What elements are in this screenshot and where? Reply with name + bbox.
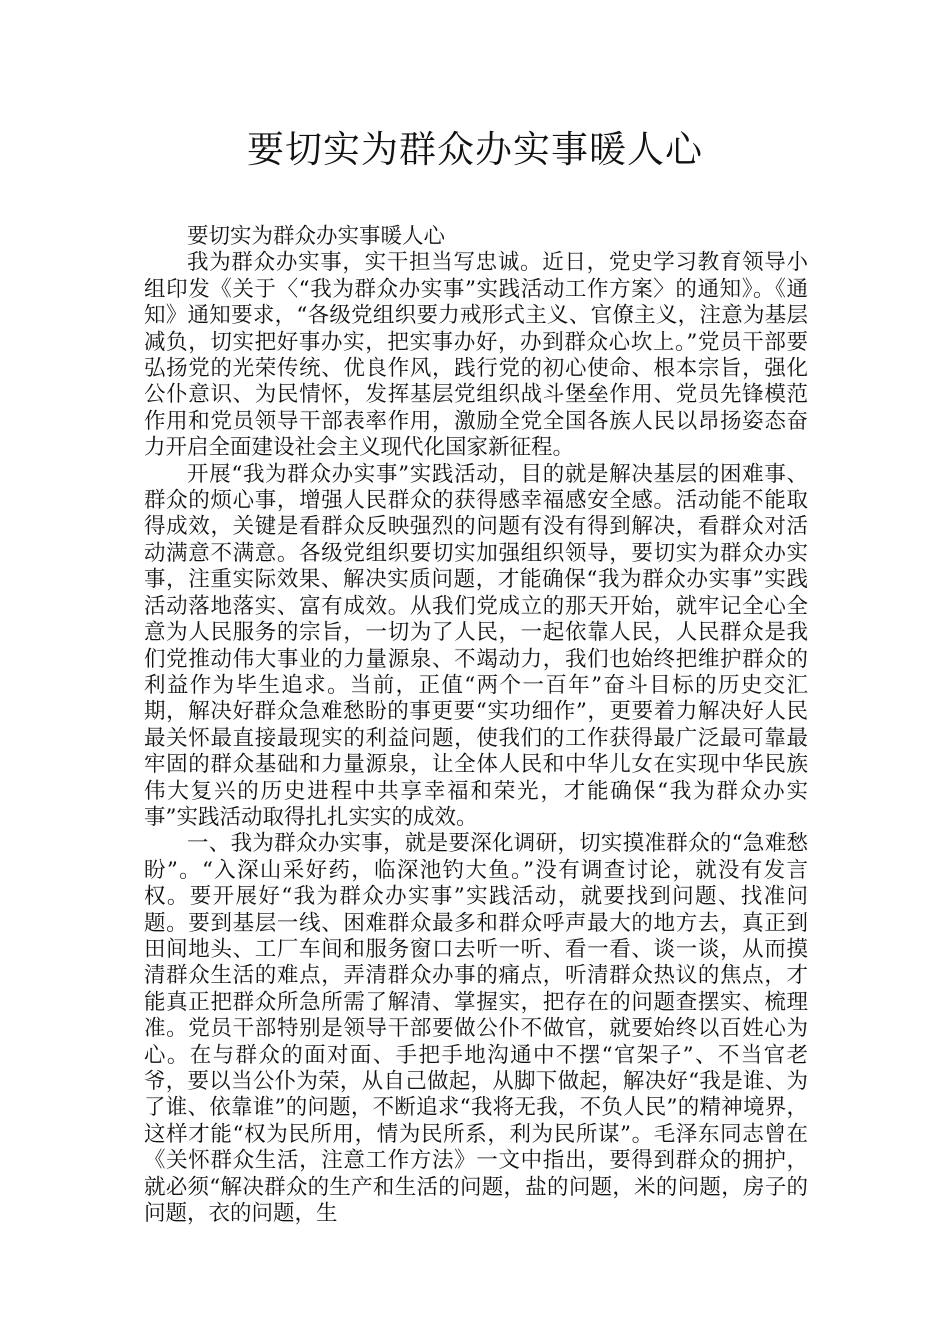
document-subtitle: 要切实为群众办实事暖人心	[187, 224, 446, 249]
document-title: 要切实为群众办实事暖人心	[247, 128, 703, 171]
document-body	[144, 224, 808, 1227]
body-paragraph: 一、我为群众办实事，就是要深化调研，切实摸准群众的“急难愁盼”。“入深山采好药，临深池钓大鱼。”没有调查讨论，就没有发言权。要开展好“我为群众办实事”实践活动，就要找到问题、找准问题。要到基层一线、困难群众最多和群众呼声最大的地方去，真正到田间地头、工厂车间和服务窗口去听一听、看一看、谈一谈，从而摸清群众生活的难点，弄清群众办事的痛点，听清群众热议的焦点，才能真正把群众所急所需了解清、掌握实，把存在的问题查摆实、梳理准。党员干部特别是领导干部要做公仆不做官，就要始终以百姓心为心。在与群众的面对面、手把手地沟通中不摆“官架子”、不当官老爷，要以当公仆为荣，从自己做起，从脚下做起，解决好“我是谁、为了谁、依靠谁”的问题，不断追求“我将无我，不负人民”的精神境界，这样才能“权为民所用，情为民所系，利为民所谋”。毛泽东同志曾在《关怀群众生活，注意工作方法》一文中指出，要得到群众的拥护，就必须“解决群众的生产和生活的问题，盐的问题，米的问题，房子的问题，衣的问题，生	[144, 831, 808, 1227]
body-paragraph: 开展“我为群众办实事”实践活动，目的就是解决基层的困难事、群众的烦心事，增强人民群众的获得感幸福感安全感。活动能不能取得成效，关键是看群众反映强烈的问题有没有得到解决，看群众对活动满意不满意。各级党组织要切实加强组织领导，要切实为群众办实事，注重实际效果、解决实质问题，才能确保“我为群众办实事”实践活动落地落实、富有成效。从我们党成立的那天开始，就牢记全心全意为人民服务的宗旨，一切为了人民，一起依靠人民，人民群众是我们党推动伟大事业的力量源泉、不竭动力，我们也始终把维护群众的利益作为毕生追求。当前，正值“两个一百年”奋斗目标的历史交汇期，解决好群众急难愁盼的事更要“实功细作”，更要着力解决好人民最关怀最直接最现实的利益问题，使我们的工作获得最广泛最可靠最牢固的群众基础和力量源泉，让全体人民和中华儿女在实现中华民族伟大复兴的历史进程中共享幸福和荣光，才能确保“我为群众办实事”实践活动取得扎扎实实的成效。	[144, 461, 808, 830]
body-paragraph: 我为群众办实事，实干担当写忠诚。近日，党史学习教育领导小组印发《关于〈“我为群众办实事”实践活动工作方案〉的通知》。《通知》通知要求，“各级党组织要力戒形式主义、官僚主义，注意为基层减负，切实把好事办实，把实事办好，办到群众心坎上。”党员干部要弘扬党的光荣传统、优良作风，践行党的初心使命、根本宗旨，强化公仆意识、为民情怀，发挥基层党组织战斗堡垒作用、党员先锋模范作用和党员领导干部表率作用，激励全党全国各族人民以昂扬姿态奋力开启全面建设社会主义现代化国家新征程。	[144, 250, 808, 461]
